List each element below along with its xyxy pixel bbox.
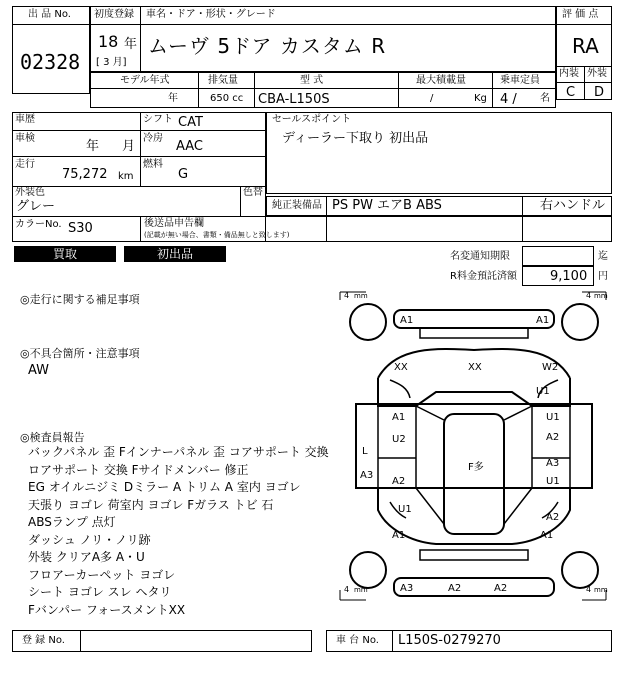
mileage-label: 走行 [15,159,35,170]
tire-front-left: 4 [344,291,350,300]
recycle-label: R料金預託済額 [450,271,517,282]
tire-front-right-unit: mm [594,292,608,300]
model-year-label: モデル年式 [120,75,170,86]
inspection-year: 年 [86,139,100,154]
inspector-line: 外装 クリアA多 A・U [28,550,145,564]
mark-front-bumper-right: A1 [536,315,550,326]
ac-label: 冷房 [143,133,163,144]
inspector-line: バックパネル 歪 Fインナーパネル 歪 コアサポート 交換 [28,445,329,459]
mark-rear-right-a1: A1 [540,530,554,541]
mark-pillar-right-u1: U1 [546,412,560,423]
max-load-slash: / [430,93,434,104]
chassis-value: L150S-0279270 [398,633,501,648]
color-no-value: S30 [68,221,93,236]
defect-heading: ◎不具合箇所・注意事項 [20,347,140,360]
reg-no-label: 登 録 No. [22,635,65,646]
mark-fender-front-left: XX [394,362,408,373]
exterior-grade: D [594,85,605,100]
recycle-value: 9,100 [550,269,588,284]
mark-door-left-l: L [362,446,368,457]
interior-label: 内装 [559,68,579,79]
mark-rear-left-u1: U1 [398,504,412,515]
capacity-label: 乗車定員 [500,75,540,86]
first-reg-label: 初度登録 [94,9,134,20]
car-name-label: 車名・ドア・形状・グレード [146,9,276,20]
mark-front-right-lower: U1 [536,386,550,397]
mark-rear-bumper-a2a: A2 [448,583,462,594]
fuel-value: G [178,167,189,182]
mark-front-bumper-left: A1 [400,315,414,326]
lot-number: 02328 [20,50,81,74]
first-listing-badge: 初出品 [124,246,226,262]
inspector-line: ダッシュ ノリ・ノリ跡 [28,532,151,547]
aftermarket-note: (記載が無い場合、書類・備品無しと致します) [144,231,290,239]
sales-point-label: セールスポイント [272,114,352,125]
tire-front-right: 4 [586,291,592,300]
damage-diagram [336,288,612,628]
tire-front-left-unit: mm [354,292,368,300]
tire-rear-right: 4 [586,585,592,594]
mark-pillar-left-a1: A1 [392,412,406,423]
inspector-line: ABSランプ 点灯 [28,515,116,529]
aftermarket-label: 後送品申告欄 [144,218,204,229]
shift-label: シフト [143,114,173,125]
recycle-unit: 円 [598,271,608,282]
name-change-box [522,246,594,266]
shift-value: CAT [178,115,203,130]
capacity-unit: 名 [540,93,550,104]
type-value: CBA-L150S [258,92,330,107]
inspection-label: 車検 [15,133,35,144]
sales-point-text: ディーラー下取り 初出品 [282,131,429,146]
mark-fender-front-right: W2 [542,362,559,373]
mark-door-right-a3: A3 [546,458,560,469]
tire-rear-left-unit: mm [354,586,368,594]
equipment-label: 純正装備品 [272,200,322,211]
mark-rear-left-a1: A1 [392,530,406,541]
tire-rear-left: 4 [344,585,350,594]
max-load-label: 最大積載量 [416,75,466,86]
displacement-value: 650 cc [210,93,244,104]
max-load-unit: Kg [474,93,487,104]
inspector-line: 天張り ヨゴレ 荷室内 ヨゴレ Fガラス トビ 石 [28,497,274,512]
name-change-label: 名変通知期限 [450,251,510,262]
model-year-unit: 年 [168,93,178,104]
mark-door-left-a2: A2 [392,476,406,487]
inspector-line: EG オイルニジミ Dミラー A トリム A 室内 ヨゴレ [28,480,301,494]
mileage-unit: km [118,171,134,182]
capacity-value: 4 / [500,92,517,107]
rating-value: RA [572,34,599,58]
mark-pillar-left-u2: U2 [392,434,406,445]
first-reg-month: [ 3 月] [96,57,127,68]
mark-side-left-a3: A3 [360,470,374,481]
inspector-line: フロアーカーペット ヨゴレ [28,567,176,582]
color-change-label: 色替 [243,187,263,198]
mark-roof: F多 [468,462,484,473]
mark-rear-bumper-a3: A3 [400,583,414,594]
fuel-label: 燃料 [143,159,163,170]
inspection-month: 月 [122,139,136,154]
steering-value: 右ハンドル [540,198,606,213]
mileage-value: 75,272 [62,167,108,182]
defect-item: AW [28,363,50,378]
color-label: 外装色 [15,187,45,198]
exterior-label: 外装 [587,68,607,79]
displacement-label: 排気量 [208,75,238,86]
car-name: ムーヴ 5ドア カスタム R [148,34,387,58]
driving-notes-heading: ◎走行に関する補足事項 [20,293,140,306]
mark-rear-bumper-a2b: A2 [494,583,508,594]
name-change-unit: 迄 [598,251,608,262]
tire-rear-right-unit: mm [594,586,608,594]
lot-label: 出 品 No. [28,9,71,20]
inspector-line: シート ヨゴレ スレ ヘタリ [28,585,172,599]
mark-door-right-u1: U1 [546,476,560,487]
first-reg-year-unit: 年 [124,37,138,52]
buy-badge: 買取 [14,246,116,262]
ac-value: AAC [176,139,203,154]
equipment-value: PS PW エアB ABS [332,198,442,213]
type-label: 型 式 [300,75,324,86]
color-value: グレー [16,199,56,214]
chassis-label: 車 台 No. [336,635,379,646]
mark-door-right-a2b: A2 [546,512,560,523]
inspector-heading: ◎検査員報告 [20,431,85,444]
inspector-line: Fバンパー フォースメントXX [28,602,186,617]
interior-grade: C [566,85,576,100]
mark-door-right-a2: A2 [546,432,560,443]
first-reg-year: 18 [98,32,119,51]
mark-hood: XX [468,362,482,373]
rating-label: 評 価 点 [562,9,599,20]
inspector-line: ロアサポート 交換 Fサイドメンバー 修正 [28,462,249,477]
color-no-label: カラーNo. [15,219,62,230]
history-label: 車歴 [15,114,35,125]
